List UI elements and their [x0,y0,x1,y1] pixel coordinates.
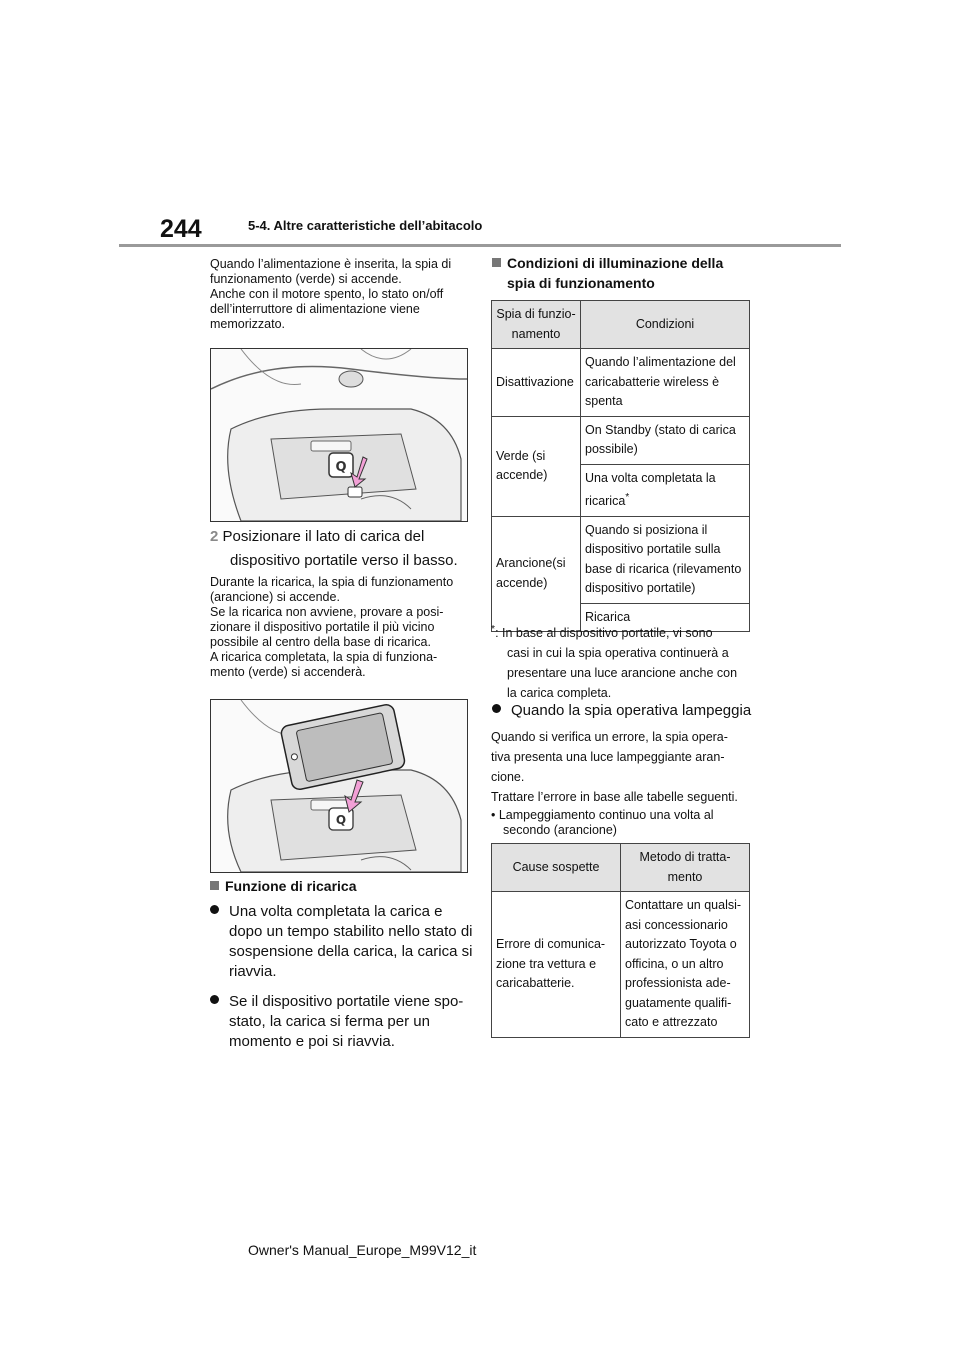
step-text: dispositivo portatile verso il basso. [230,552,458,569]
table-cell: Disattivazione [492,349,581,417]
cell-line: zione tra vettura e [496,956,597,971]
cell-line: asi concessionario [625,917,728,932]
note-line: possibile al centro della base di ricarica. [210,635,431,649]
cell-line: Quando l’alimentazione del [585,355,736,369]
step-2 [210,525,480,573]
bullet-line: Una volta completata la carica e [229,903,443,920]
note-line: Se la ricarica non avviene, provare a posi- [210,605,444,619]
heading-text: spia di funzionamento [507,275,655,291]
intro-line: Anche con il motore spento, lo stato on/off [210,287,444,301]
cell-line: Una volta completata la [585,470,716,485]
paragraph-line: tiva presenta una luce lampeggiante aran- [491,750,725,764]
figure-charger-tray [210,348,468,522]
blink-paragraph [491,727,753,807]
footnote-line: : In base al dispositivo portatile, vi sono [495,626,713,641]
bullet-line: stato, la carica si ferma per un [229,1013,430,1030]
bullet-dot-icon [210,905,219,914]
cell-line: Quando si posiziona il [585,522,708,537]
cell-line: spenta [585,394,623,408]
cell-line: professionista ade- [625,976,731,990]
cell-line: dispositivo portatile sulla [585,542,721,557]
note-line: (arancione) si accende. [210,590,340,604]
table-cell [492,892,621,1038]
table-cell [581,416,750,464]
intro-line: funzionamento (verde) si accende. [210,272,402,286]
cell-line: possibile) [585,442,638,456]
header-line: mento [667,869,703,884]
bullet-line: momento e poi si riavvia. [229,1033,395,1050]
square-bullet-icon [492,258,501,267]
bullet-line: dopo un tempo stabilito nello stato di [229,923,473,940]
table-header [621,844,750,892]
dash-line: secondo (arancione) [503,823,617,837]
square-bullet-icon [210,881,219,890]
table-cell [581,464,750,516]
bullet-line: riavvia. [229,963,277,980]
charging-function-heading [210,876,356,896]
table-header [492,301,581,349]
intro-line: dell’interruttore di alimentazione viene [210,302,420,316]
table-cell [581,349,750,417]
svg-text:Q: Q [335,460,347,475]
svg-text:Q: Q [335,813,347,827]
note-line: mento (verde) si accenderà. [210,665,366,679]
footnote-line: la carica completa. [507,686,612,701]
error-table [491,843,750,1038]
step-number: 2 [210,528,219,545]
cell-line: dispositivo portatile) [585,581,696,596]
footnote-marker: * [625,492,630,503]
blink-heading [492,701,751,721]
cell-line: caricabatterie wireless è [585,374,720,389]
footnote-marker: * [491,624,496,635]
note-line: zionare il dispositivo portatile il più vicino [210,620,435,634]
bullet-dot-icon [492,704,501,713]
cell-line: officina, o un altro [625,956,724,971]
table-header: Cause sospette [492,844,621,892]
header-rule [119,244,841,247]
cell-line: accende) [496,468,548,483]
cell-line: caricabatterie. [496,976,575,990]
header-line: Spia di funzio- [496,307,576,321]
footnote-line: casi in cui la spia operativa continuerà a [507,646,729,661]
note-line: Durante la ricarica, la spia di funzionamento [210,575,454,589]
cell-line: Verde (si [496,448,546,463]
heading-text: Condizioni di illuminazione della [507,255,724,271]
bullet-dot-icon [210,995,219,1004]
step-note [210,575,472,680]
header-line: namento [511,326,561,341]
bullet-item [210,992,480,1052]
table-cell [492,516,581,632]
illumination-table [491,300,750,632]
bullet-list [210,902,480,1052]
figure-device-placement [210,699,468,873]
paragraph-line: Trattare l’errore in base alle tabelle seguenti. [491,790,738,804]
illumination-heading [492,253,723,293]
footnote [491,620,753,703]
note-line: A ricarica completata, la spia di funziona- [210,650,438,664]
dash-item [491,808,753,838]
bullet-item [210,902,480,982]
table-cell [621,892,750,1038]
dash-line: • Lampeggiamento continuo una volta al [491,808,714,822]
footer-text: Owner's Manual_Europe_M99V12_it [248,1242,477,1258]
cell-line: cato e attrezzato [625,1015,718,1029]
section-title: 5-4. Altre caratteristiche dell’abitacolo [248,218,483,233]
cell-line: autorizzato Toyota o [625,937,737,951]
bullet-line: Se il dispositivo portatile viene spo- [229,993,464,1010]
page-number: 244 [160,215,202,243]
cell-line: Arancione(si [496,556,566,571]
paragraph-line: cione. [491,770,525,784]
cell-line: ricarica [585,494,626,509]
table-cell [581,516,750,603]
cell-line: accende) [496,575,548,590]
header-line: Metodo di tratta- [639,850,731,864]
table-cell: Ricarica [581,603,750,632]
heading-text: Funzione di ricarica [225,878,357,894]
cell-line: Contattare un qualsi- [625,898,742,912]
cell-line: base di ricarica (rilevamento [585,561,742,576]
intro-paragraph [210,257,470,332]
step-text: Posizionare il lato di carica del [222,528,425,545]
table-cell [492,416,581,516]
bullet-line: sospensione della carica, la carica si [229,943,473,960]
paragraph-line: Quando si verifica un errore, la spia opera- [491,730,728,744]
footnote-line: presentare una luce arancione anche con [507,666,738,681]
intro-line: memorizzato. [210,317,286,331]
cell-line: On Standby (stato di carica [585,422,736,437]
table-header: Condizioni [581,301,750,349]
intro-line: Quando l’alimentazione è inserita, la spia di [210,257,452,271]
heading-text: Quando la spia operativa lampeggia [511,702,752,719]
cell-line: Errore di comunica- [496,937,606,951]
cell-line: guatamente qualifi- [625,995,732,1010]
